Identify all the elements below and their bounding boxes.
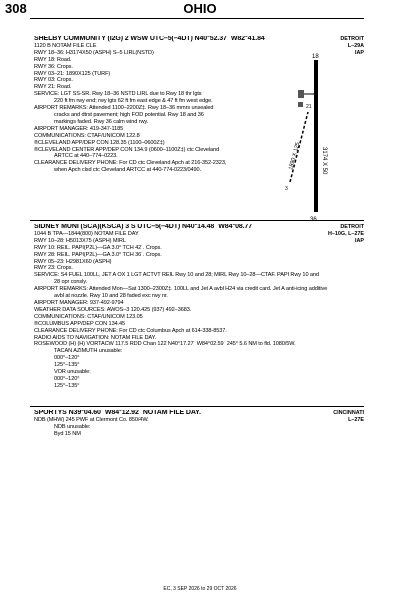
sidney-line: COMMUNICATIONS: CTAF/UNICOM 123.05 [34,313,143,320]
sidney-chart-refs [328,224,364,245]
shelby-line: RWY 03: Crops. [34,77,73,84]
shelby-line: AIRPORT MANAGER: 419-347-1185 [34,125,124,132]
sidney-line: VOR unusable: [54,369,91,376]
sidney-line: SERVICE: S4 FUEL 100LL, JET A OX 1 LGT ACTVT REIL Rwy 10 and 28; MIRL Rwy 10–28—CTAF. PAPI Rwy 10 and [34,272,319,279]
shelby-line: ARTCC at 440–774–0223. [54,153,118,160]
shelby-line: cracks and dtrst pavement; high FOD potential. Rwy 18 and 36 [54,111,204,118]
shelby-ref-l: L–29A [347,42,364,49]
shelby-ref-iap: IAP [355,49,364,56]
shelby-line: ®CLEVELAND APP/DEP CON 128.35 (1100–0600Z‡) [34,139,165,146]
sidney-title: SIDNEY MUNI (SCA)(KSCA) 3 S UTC–5(–4DT) N40°14.48´ W84°08.77´ [34,224,255,230]
shelby-sectional: DETROIT [340,36,364,42]
rwy-21-label: 21 [306,104,312,110]
sidney-line: RWY 23: Crops. [34,265,73,272]
sportys-lines [34,417,364,438]
sidney-line: RWY 10: REIL. PAPI(P2L)—GA 3.0° TCH 42´. Crops. [34,244,162,251]
sidney-line: ®COLUMBUS APP/DEP CON 134.45 [34,320,126,327]
sportys-section [34,410,364,438]
shelby-line: ®CLEVELAND CENTER APP/DEP CON 134.9 (0600–1100Z‡) ctc Cleveland [34,146,220,153]
sidney-section [34,224,364,390]
rwy-18-label: 18 [312,54,319,60]
sidney-line: RWY 10–28: H5013X75 (ASPH) MIRL [34,237,126,244]
sportys-line: NDB unusable: [54,423,91,430]
shelby-line: RWY 03–21: 1890X125 (TURF) [34,70,111,77]
sportys-line: Byd 15 NM [54,430,81,437]
shelby-line: CLEARANCE DELIVERY PHONE: For CD ctc Cleveland Apch at 216-352-2323, [34,160,227,167]
shelby-line: COMMUNICATIONS: CTAF/UNICOM 122.8 [34,132,140,139]
shelby-line: 1120 B NOTAM FILE CLE [34,42,97,49]
hangar-1 [298,90,304,98]
sidney-line: 000°–120° [54,375,80,382]
sidney-line: avbl at nozzle. Rwy 10 and 28 faded exc rwy nr. [54,293,168,300]
shelby-line: RWY 18–36: H3174X50 (ASPH) S–5 LIRL(NSTD) [34,49,154,56]
shelby-airport-diagram [250,52,360,224]
sidney-line: CLEARANCE DELIVERY PHONE: For CD ctc Columbus Apch at 614-338-8537. [34,327,227,334]
shelby-line: 220 ft fm rwy end; rwy lgts 62 ft fm east edge & 47 ft fm west edge. [54,98,213,105]
sidney-line: 125°–135° [54,362,80,369]
sidney-line: AIRPORT MANAGER: 937-492-9794 [34,299,124,306]
sidney-line: 1044 B TPA—1844(800) NOTAM FILE DAY [34,230,139,237]
rule-2 [30,220,364,221]
shelby-line: AIRPORT REMARKS: Attended 1100–2200Z‡. Rwy 18–36 mmrs unsealed [34,105,214,112]
rule-3 [30,406,364,407]
sidney-sectional: DETROIT [340,224,364,230]
sidney-line: 125°–135° [54,382,80,389]
rwy-x-dim-label: 1890 X 125 [288,141,302,171]
rwy-dim-label: 3174 X 50 [321,147,327,175]
sidney-line: WEATHER DATA SOURCES: AWOS–3 120.425 (937) 492–3683. [34,306,192,313]
sportys-chart-refs [333,410,364,424]
sportys-ref-l: L–27E [348,416,364,423]
sidney-line: RWY 05–23: H2981X60 (ASPH) [34,258,112,265]
shelby-line: markings faded. Rwy 36 calm wind rwy. [54,118,149,125]
shelby-title: SHELBY COMMUNITY (I2G) 2 WSW UTC–5(–4DT) N40°52.37´ W82°41.84´ [34,36,267,42]
shelby-line: RWY 21: Road. [34,84,72,91]
sidney-lines [34,231,364,390]
hangar-2 [298,102,303,107]
shelby-line: RWY 18: Road. [34,56,72,63]
shelby-line: when Apch clsd ctc Cleveland ARTCC at 440-774-0223/0490. [54,167,201,174]
sidney-line: AIRPORT REMARKS: Attended Mon—Sat 1300–2300Z‡. 100LL and Jet A avbl H24 via credit card. Jet A anti-icing additive [34,286,328,293]
shelby-line: RWY 36: Crops. [34,63,73,70]
state-heading: OHIO [183,1,217,16]
rwy-36-label: 36 [310,217,317,223]
sportys-line: NDB (MHW) 245 PWF at Clermont Co. 850/4W. [34,416,149,423]
footer-effective-dates: EC, 3 SEP 2026 to 29 OCT 2026 [163,586,237,592]
top-rule [30,18,364,19]
sidney-ref-iap: IAP [355,237,364,244]
page-number: 308 [5,1,27,16]
rwy-3-label: 3 [285,186,288,192]
sportys-title: SPORTYS N39°04.60´ W84°12.92´ NOTAM FILE DAY. [34,410,201,416]
sidney-line: 000°–120° [54,355,80,362]
sidney-line: RWY 28: REIL. PAPI(P2L)—GA 3.0° TCH 36´. Crops. [34,251,162,258]
sportys-sectional: CINCINNATI [333,410,364,416]
sidney-ref-h: H–10G, L–27E [328,230,364,237]
shelby-line: SERVICE: LGT SS-SR. Rwy 18–36 NSTD LIRL due to Rwy 18 thr lgts [34,91,202,98]
sidney-line: TACAN AZIMUTH unusable: [54,348,123,355]
sidney-line: ROSEWOOD (H) (H) VORTACW 117.5 RDD Chan 122 N40°17.27´ W84°02.59´ 245° 5.6 NM to fld. 1080/5W. [34,341,296,348]
sidney-line: 28 opr consly. [54,279,88,286]
sidney-line: RADIO AIDS TO NAVIGATION: NOTAM FILE DAY. [34,334,156,341]
